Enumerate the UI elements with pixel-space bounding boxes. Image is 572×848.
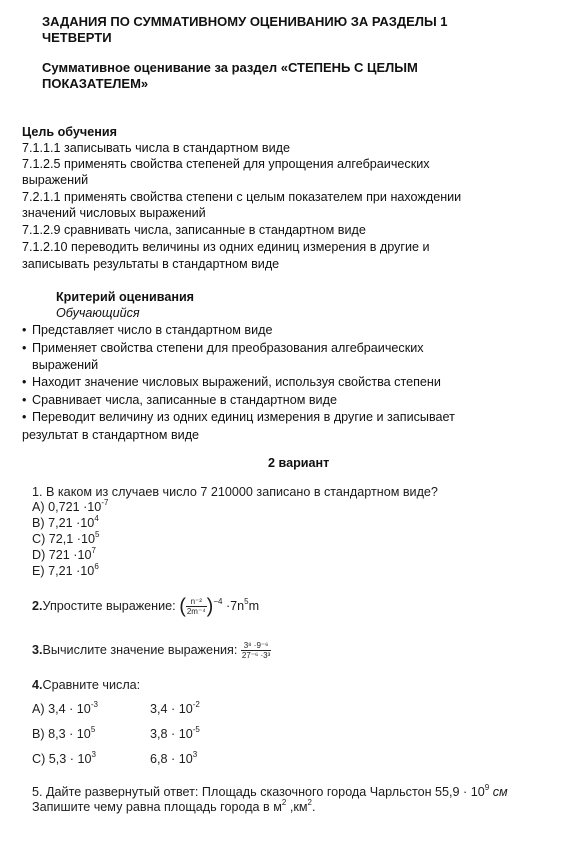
goal-line: 7.1.2.5 применять свойства степеней для упрощения алгебраических [22,157,430,171]
q4-row-c-left: C) $5,3 \cdot 10^3$ [32,750,96,766]
goal-line: 7.1.1.1 записывать числа в стандартном виде [22,141,290,155]
q4-row-a-left: A) $3,4 \cdot 10^{-3}$ [32,700,98,716]
variant-title: 2 вариант [268,456,330,470]
question-1-text: 1. В каком из случаев число 7 210000 записано в стандартном виде? [32,485,438,499]
goal-line: выражений [22,173,89,187]
criteria-bullet-continuation: результат в стандартном виде [22,428,200,442]
question-5-line2: Запишите чему равна площадь города в $м^2$ $,км^2$. [32,798,316,814]
goal-line: 7.2.1.1 применять свойства степени с целым показателем при нахождении [22,190,462,204]
section-subtitle-line2: ПОКАЗАТЕЛЕМ» [42,76,149,91]
q3-fraction: $\frac{\text{3⁸ ·9⁻⁶}}{\text{27⁻⁶ ·3³}}$ [241,641,271,660]
criteria-bullet: • Находит значение числовых выражений, используя свойства степени [22,375,441,389]
q1-option-d: D) $721 \cdot 10^7$ [32,546,96,562]
bullet-icon: • [22,375,27,389]
q4-row-a-right: $3,4 \cdot 10^{-2}$ [150,700,200,716]
page-title-line1: ЗАДАНИЯ ПО СУММАТИВНОМУ ОЦЕНИВАНИЮ ЗА РАЗДЕЛЫ 1 [42,14,448,29]
q4-row-b-right: $3,8 \cdot 10^{-5}$ [150,725,200,741]
q4-row-b-left: B) $8,3 \cdot 10^5$ [32,725,96,741]
q1-option-b: B) $7,21 \cdot 10^4$ [32,514,99,530]
question-4: 4.Сравните числа: [32,678,141,692]
page-title-line2: ЧЕТВЕРТИ [42,30,112,45]
criteria-subheading: Обучающийся [56,306,140,320]
question-3: 3.Вычислите значение выражения: $\frac{\text{3⁸ ·9⁻⁶}}{\text{27⁻⁶ ·3³}}$ [32,641,271,660]
q1-option-a: A) $0,721 \cdot 10^{-7}$ [32,498,109,514]
criteria-bullet-continuation: выражений [32,358,99,372]
goal-line: значений числовых выражений [22,206,206,220]
q1-option-c: C) $72,1 \cdot 10^5$ [32,530,100,546]
bullet-icon: • [22,393,27,407]
criteria-bullet: • Представляет число в стандартном виде [22,323,273,337]
criteria-bullet: • Переводит величину из одних единиц измерения в другие и записывает [22,410,455,424]
bullet-icon: • [22,410,27,424]
goal-line: 7.1.2.10 переводить величины из одних единиц измерения в другие и [22,240,430,254]
question-2: 2.Упростите выражение: ( $\frac{\text{n⁻²}}{\text{2m⁻⁴}}$ )$^{-4} \cdot 7n^5m$ [32,595,260,618]
goal-line: 7.1.2.9 сравнивать числа, записанные в стандартном виде [22,223,366,237]
criteria-bullet: • Применяет свойства степени для преобразования алгебраических [22,341,424,355]
criteria-heading: Критерий оценивания [56,290,195,304]
section-subtitle-line1: Суммативное оценивание за раздел «СТЕПЕНЬ С ЦЕЛЫМ [42,60,418,75]
criteria-bullet: • Сравнивает числа, записанные в стандартном виде [22,393,337,407]
q4-row-c-right: $6,8 \cdot 10^3$ [150,750,198,766]
goals-heading: Цель обучения [22,125,117,139]
q2-fraction: $\frac{\text{n⁻²}}{\text{2m⁻⁴}}$ [186,597,206,616]
bullet-icon: • [22,341,27,355]
bullet-icon: • [22,323,27,337]
q1-option-e: E) $7,21 \cdot 10^6$ [32,562,99,578]
question-5-line1: 5. Дайте развернутый ответ: Площадь сказочного города Чарльстон $55,9 \cdot 10^9$ см [32,783,508,799]
goal-line: записывать результаты в стандартном виде [22,257,280,271]
